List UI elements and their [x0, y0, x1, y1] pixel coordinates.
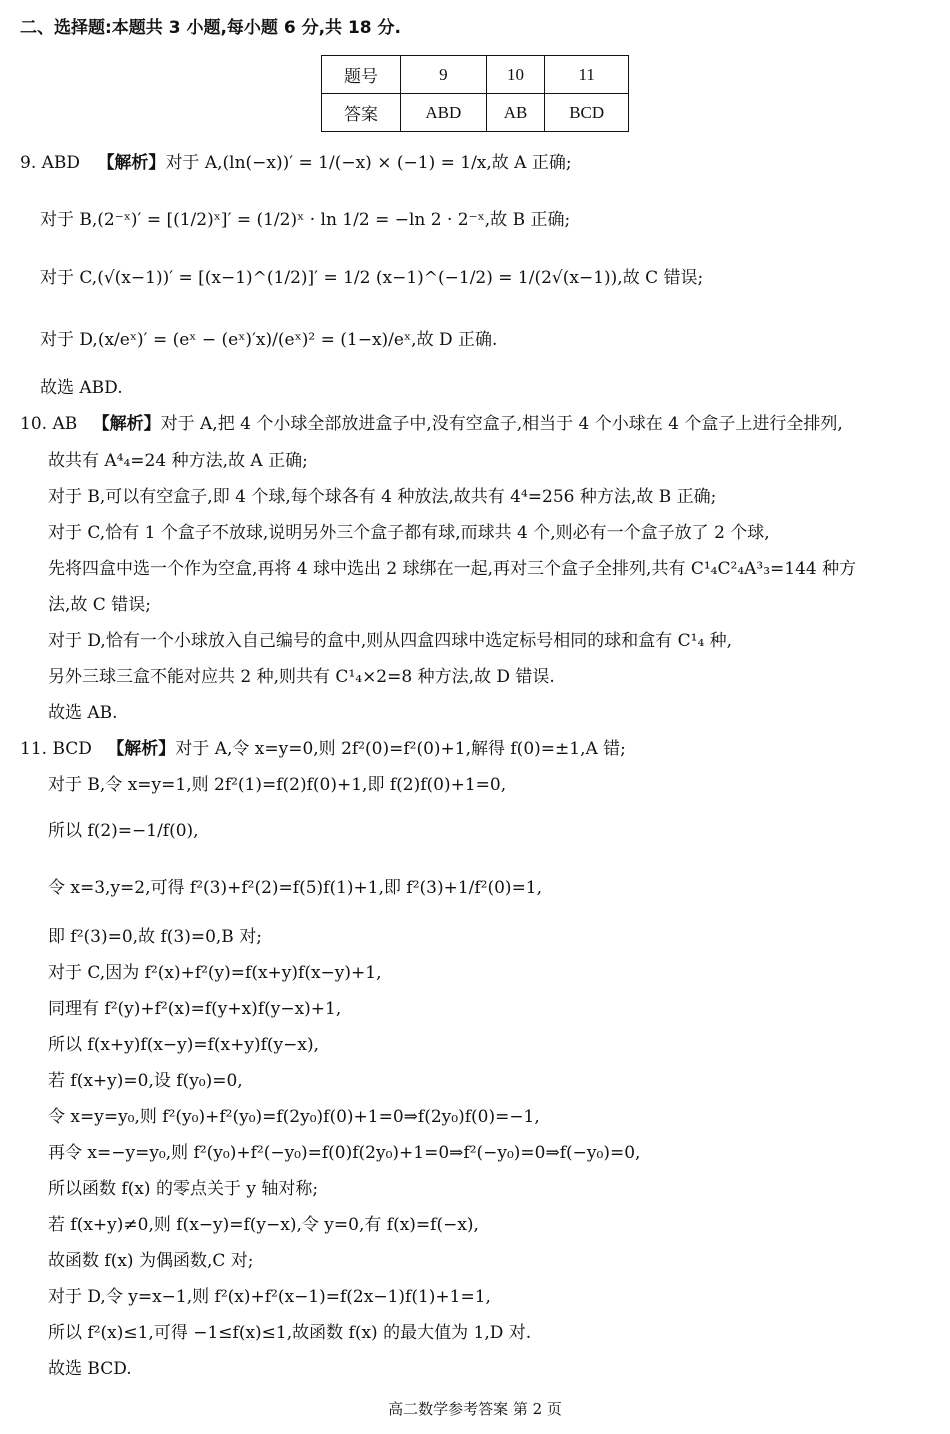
table-cell: 9 [401, 56, 487, 94]
q9-line-1 [20, 153, 572, 173]
q11-line-7: 同理有 f²(y)+f²(x)=f(y+x)f(y−x)+1, [48, 999, 342, 1019]
q11-tag: 【解析】 [107, 739, 176, 759]
q11-line-13: 若 f(x+y)≠0,则 f(x−y)=f(y−x),令 y=0,有 f(x)=f(−x), [48, 1215, 479, 1235]
q11-line-1 [20, 739, 626, 759]
q11-line-8: 所以 f(x+y)f(x−y)=f(x+y)f(y−x), [48, 1035, 320, 1055]
q11-text: 对于 A,令 x=y=0,则 2f²(0)=f²(0)+1,解得 f(0)=±1,A 错; [175, 739, 626, 759]
q10-line-8: 另外三球三盒不能对应共 2 种,则共有 C¹₄×2=8 种方法,故 D 错误. [48, 667, 555, 687]
table-cell: 10 [486, 56, 545, 94]
q11-line-4: 令 x=3,y=2,可得 f²(3)+f²(2)=f(5)f(1)+1,即 f²(3)+1/f²(0)=1, [48, 878, 543, 898]
q9-line-3: 对于 C,(√(x−1))′ = [(x−1)^(1/2)]′ = 1/2 (x−1)^(−1/2) = 1/(2√(x−1)),故 C 错误; [40, 268, 704, 288]
table-cell: 11 [545, 56, 629, 94]
q10-line-6: 法,故 C 错误; [48, 595, 151, 615]
q10-line-4: 对于 C,恰有 1 个盒子不放球,说明另外三个盒子都有球,而球共 4 个,则必有一个盒子放了 2 个球, [48, 523, 770, 543]
q11-line-6: 对于 C,因为 f²(x)+f²(y)=f(x+y)f(x−y)+1, [48, 963, 382, 983]
q10-tag: 【解析】 [92, 414, 161, 434]
q10-line-2: 故共有 A⁴₄=24 种方法,故 A 正确; [48, 451, 308, 471]
q10-line-1 [20, 414, 843, 434]
q11-line-9: 若 f(x+y)=0,设 f(y₀)=0, [48, 1071, 243, 1091]
q10-text: 对于 A,把 4 个小球全部放进盒子中,没有空盒子,相当于 4 个小球在 4 个盒子上进行全排列, [160, 414, 843, 434]
q10-head: 10. AB [20, 414, 78, 434]
table-header-label: 题号 [322, 56, 401, 94]
q9-head: 9. ABD [20, 153, 81, 173]
answer-table [321, 55, 629, 132]
q11-line-16: 所以 f²(x)≤1,可得 −1≤f(x)≤1,故函数 f(x) 的最大值为 1,D 对. [48, 1323, 532, 1343]
q10-line-9: 故选 AB. [48, 703, 118, 723]
table-row [322, 94, 629, 132]
q9-line-4: 对于 D,(x/eˣ)′ = (eˣ − (eˣ)′x)/(eˣ)² = (1−x)/eˣ,故 D 正确. [40, 330, 498, 350]
q11-line-17: 故选 BCD. [48, 1359, 132, 1379]
q10-line-5: 先将四盒中选一个作为空盒,再将 4 球中选出 2 球绑在一起,再对三个盒子全排列,共有 C¹₄C²₄A³₃=144 种方 [48, 559, 857, 579]
table-cell: AB [486, 94, 545, 132]
q10-line-3: 对于 B,可以有空盒子,即 4 个球,每个球各有 4 种放法,故共有 4⁴=256 种方法,故 B 正确; [48, 487, 717, 507]
q11-line-12: 所以函数 f(x) 的零点关于 y 轴对称; [48, 1179, 319, 1199]
q10-line-7: 对于 D,恰有一个小球放入自己编号的盒中,则从四盒四球中选定标号相同的球和盒有 C¹₄ 种, [48, 631, 733, 651]
q11-head: 11. BCD [20, 739, 92, 759]
q9-text: 对于 A,(ln(−x))′ = 1/(−x) × (−1) = 1/x,故 A 正确; [165, 153, 572, 173]
q9-tag: 【解析】 [97, 153, 166, 173]
table-cell: ABD [401, 94, 487, 132]
q11-line-5: 即 f²(3)=0,故 f(3)=0,B 对; [48, 927, 262, 947]
q11-line-2: 对于 B,令 x=y=1,则 2f²(1)=f(2)f(0)+1,即 f(2)f(0)+1=0, [48, 775, 507, 795]
q11-line-10: 令 x=y=y₀,则 f²(y₀)+f²(y₀)=f(2y₀)f(0)+1=0⇒f(2y₀)f(0)=−1, [48, 1107, 540, 1127]
table-cell: BCD [545, 94, 629, 132]
section-title: 二、选择题:本题共 3 小题,每小题 6 分,共 18 分. [20, 18, 401, 38]
q9-line-5: 故选 ABD. [40, 378, 123, 398]
table-row [322, 56, 629, 94]
table-answer-label: 答案 [322, 94, 401, 132]
q9-line-2: 对于 B,(2⁻ˣ)′ = [(1/2)ˣ]′ = (1/2)ˣ · ln 1/2 = −ln 2 · 2⁻ˣ,故 B 正确; [40, 210, 571, 230]
q11-line-15: 对于 D,令 y=x−1,则 f²(x)+f²(x−1)=f(2x−1)f(1)+1=1, [48, 1287, 491, 1307]
page-footer: 高二数学参考答案 第 2 页 [388, 1400, 562, 1418]
q11-line-14: 故函数 f(x) 为偶函数,C 对; [48, 1251, 254, 1271]
q11-line-3: 所以 f(2)=−1/f(0), [48, 821, 199, 841]
q11-line-11: 再令 x=−y=y₀,则 f²(y₀)+f²(−y₀)=f(0)f(2y₀)+1=0⇒f²(−y₀)=0⇒f(−y₀)=0, [48, 1143, 641, 1163]
